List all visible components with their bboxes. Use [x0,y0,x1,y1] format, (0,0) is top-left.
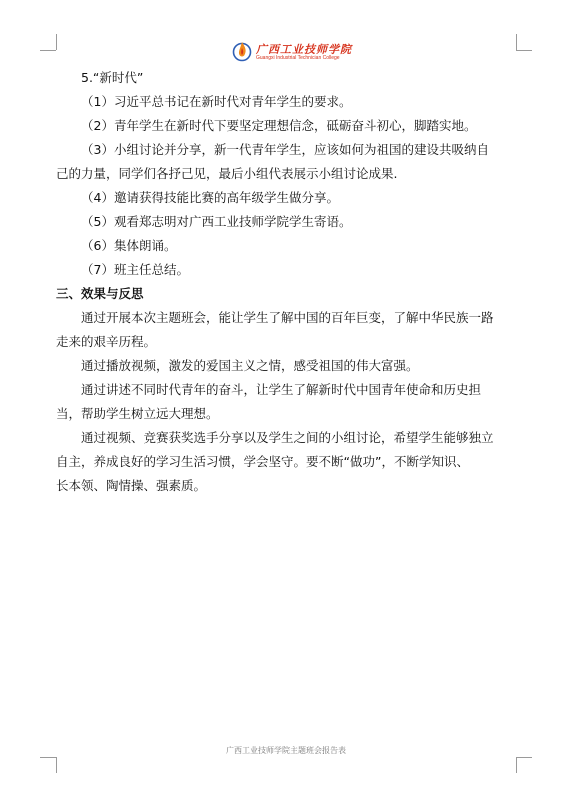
step-line: （5）观看郑志明对广西工业技师学院学生寄语。 [81,214,352,229]
reflection-line-continuation: 自主，养成良好的学习生活习惯，学会坚守。要不断“做功”，不断学知识、 [56,454,469,469]
step-line-continuation: 己的力量，同学们各抒己见，最后小组代表展示小组讨论成果. [56,166,398,181]
item-5-title: 5.“新时代” [81,70,144,85]
step-line: （6）集体朗诵。 [81,238,177,253]
crop-mark-top-left-v [56,34,57,50]
crop-mark-top-left-h [40,50,56,51]
crop-mark-top-right-h [516,50,532,51]
document-body [56,66,520,498]
step-line: （1）习近平总书记在新时代对青年学生的要求。 [81,94,352,109]
reflection-line-continuation: 长本领、陶情操、强素质。 [56,478,207,493]
reflection-line: 通过播放视频，激发的爱国主义之情，感受祖国的伟大富强。 [81,358,419,373]
reflection-line: 通过讲述不同时代青年的奋斗，让学生了解新时代中国青年使命和历史担 [81,382,482,397]
crop-mark-bottom-right-v [516,757,517,773]
section-heading-effects-reflection: 三、效果与反思 [56,286,144,301]
crop-mark-top-right-v [516,34,517,50]
crop-mark-bottom-left-v [56,757,57,773]
step-line: （4）邀请获得技能比赛的高年级学生做分享。 [81,190,339,205]
reflection-line-continuation: 走来的艰辛历程。 [56,334,157,349]
reflection-line: 通过视频、竞赛获奖选手分享以及学生之间的小组讨论，希望学生能够独立 [81,430,494,445]
school-logo [232,40,352,64]
page-footer: 广西工业技师学院主题班会报告表 [226,746,346,755]
reflection-line-continuation: 当，帮助学生树立远大理想。 [56,406,219,421]
logo-school-name-english: Guangxi Industrial Technician College [256,55,340,61]
step-line: （2）青年学生在新时代下要坚定理想信念，砥砺奋斗初心，脚踏实地。 [81,118,477,133]
flame-logo-icon [232,40,252,62]
crop-mark-bottom-left-h [40,757,56,758]
logo-school-name: 广西工业技师学院 [256,43,352,56]
step-line: （3）小组讨论并分享，新一代青年学生，应该如何为祖国的建设共吸纳自 [81,142,489,157]
crop-mark-bottom-right-h [516,757,532,758]
reflection-line: 通过开展本次主题班会，能让学生了解中国的百年巨变，了解中华民族一路 [81,310,494,325]
step-line: （7）班主任总结。 [81,262,189,277]
